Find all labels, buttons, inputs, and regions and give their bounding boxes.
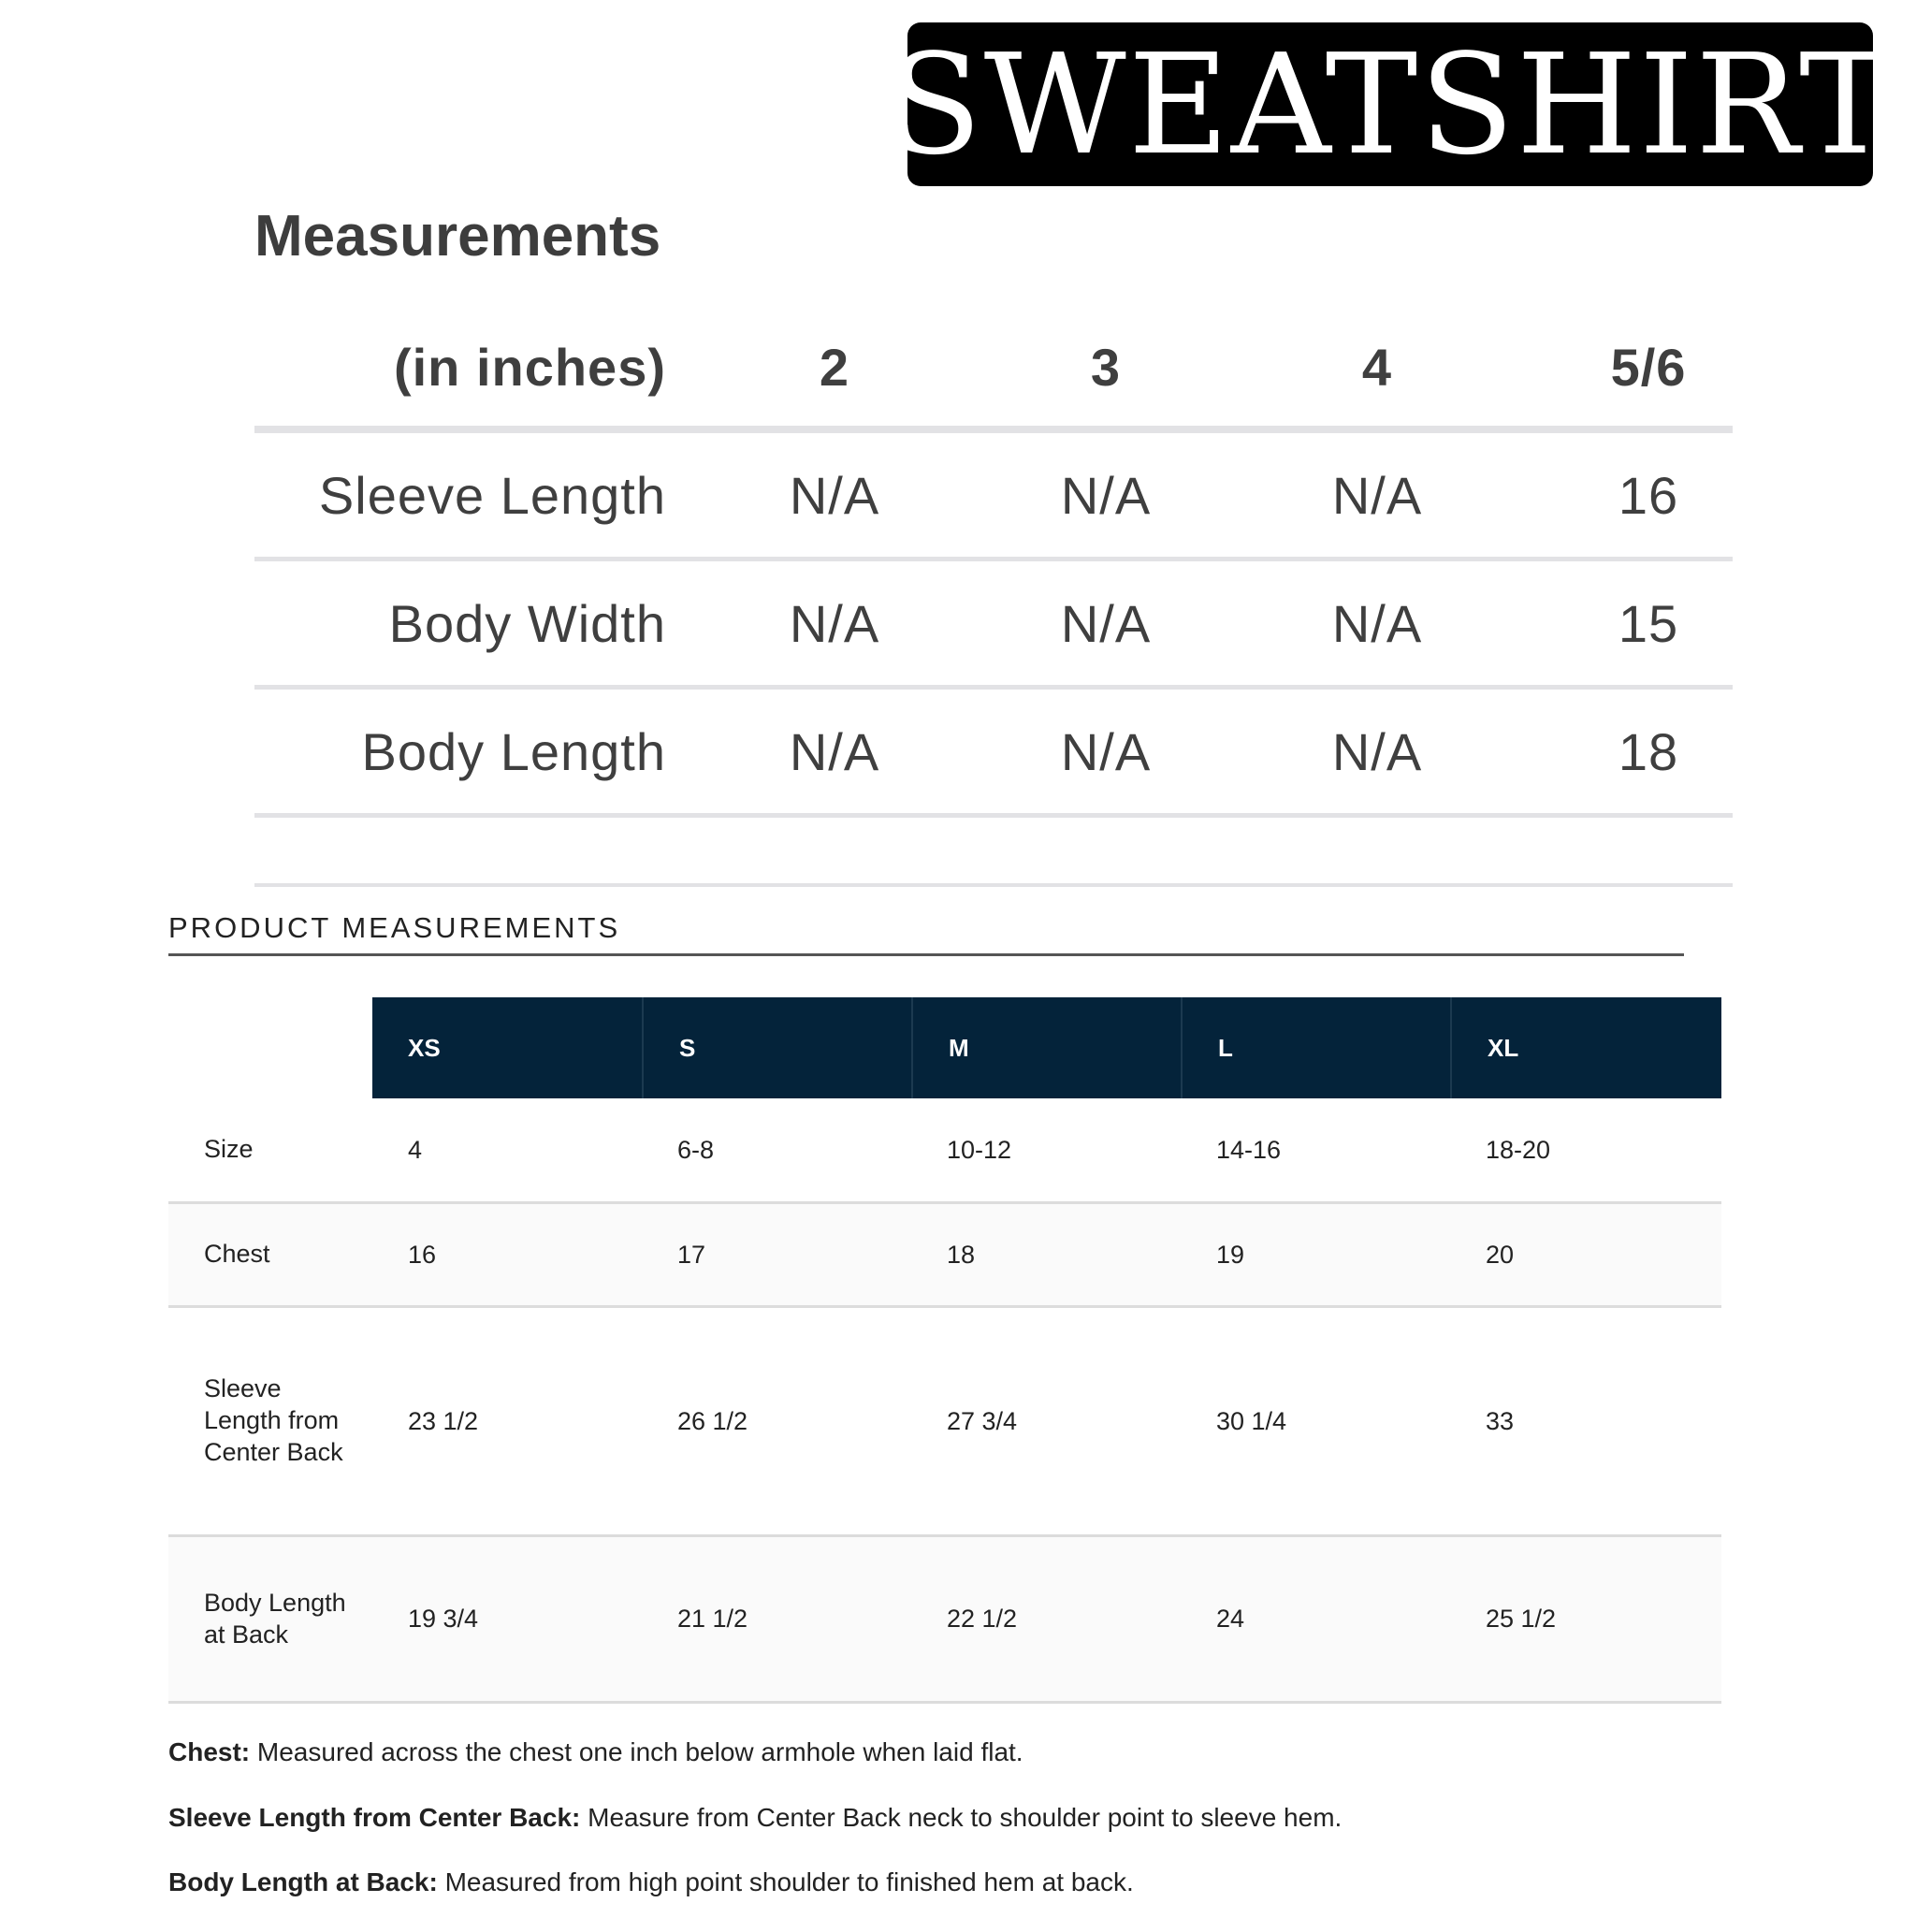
- size-header-5-6: 5/6: [1610, 338, 1687, 397]
- size-header-row: [168, 997, 1721, 1098]
- table-cell: 16: [408, 1240, 437, 1269]
- table-cell: N/A: [1060, 721, 1152, 781]
- table-cell: 17: [677, 1240, 706, 1269]
- size-header-m: M: [911, 997, 1181, 1098]
- size-header-4: 4: [1361, 338, 1393, 397]
- table-row: [168, 1308, 1721, 1537]
- table-cell: 26 1/2: [677, 1406, 748, 1435]
- table-cell: N/A: [1331, 593, 1423, 653]
- kids-table-header-row: [254, 309, 1733, 433]
- table-row: [254, 433, 1733, 561]
- note-term: Sleeve Length from Center Back:: [168, 1802, 581, 1832]
- table-cell: 15: [1618, 593, 1679, 653]
- unit-header: (in inches): [393, 338, 666, 397]
- table-cell: 30 1/4: [1216, 1406, 1287, 1435]
- row-label: Body Length: [361, 721, 666, 781]
- row-label: Sleeve Length: [318, 465, 666, 525]
- table-cell: 20: [1486, 1240, 1515, 1269]
- table-cell: 14-16: [1216, 1135, 1282, 1164]
- table-cell: N/A: [1331, 465, 1423, 525]
- table-cell: N/A: [789, 721, 880, 781]
- kids-size-table: [254, 309, 1733, 887]
- note-sleeve-length: [168, 1802, 1759, 1834]
- size-header-l: L: [1181, 997, 1450, 1098]
- table-cell: 19: [1216, 1240, 1245, 1269]
- table-row: [254, 690, 1733, 818]
- size-header-s: S: [642, 997, 911, 1098]
- table-cell: N/A: [1060, 593, 1152, 653]
- size-header-3: 3: [1090, 338, 1122, 397]
- table-cell: 18: [1618, 721, 1679, 781]
- row-label: Chest: [204, 1240, 270, 1269]
- table-cell: N/A: [789, 465, 880, 525]
- table-cell: 33: [1486, 1406, 1515, 1435]
- note-term: Body Length at Back:: [168, 1867, 438, 1897]
- table-cell: 25 1/2: [1486, 1605, 1557, 1633]
- note-chest: [168, 1736, 1759, 1768]
- note-body-length: [168, 1867, 1759, 1898]
- table-cell: 19 3/4: [408, 1605, 479, 1633]
- note-term: Chest:: [168, 1737, 251, 1766]
- table-row: [168, 1098, 1721, 1204]
- table-cell: 6-8: [677, 1135, 715, 1164]
- title-banner: [887, 22, 1894, 186]
- table-cell: 23 1/2: [408, 1406, 479, 1435]
- table-cell: 16: [1618, 465, 1679, 525]
- table-row: [168, 1537, 1721, 1704]
- table-cell: 4: [408, 1135, 423, 1164]
- table-cell: 18: [947, 1240, 976, 1269]
- table-cell: N/A: [1060, 465, 1152, 525]
- row-label: Size: [204, 1135, 254, 1164]
- product-measurements-title: PRODUCT MEASUREMENTS: [168, 913, 1684, 956]
- table-row: [254, 561, 1733, 690]
- measurements-title: Measurements: [254, 204, 661, 269]
- row-label: Body Width: [388, 593, 666, 653]
- table-cell: N/A: [789, 593, 880, 653]
- size-header-xl: XL: [1450, 997, 1721, 1098]
- note-text: Measured from high point shoulder to finished hem at back.: [437, 1867, 1134, 1897]
- row-label: Sleeve Length from Center Back: [204, 1374, 343, 1466]
- measurement-notes: [168, 1736, 1759, 1932]
- table-cell: 10-12: [947, 1135, 1012, 1164]
- table-cell: 21 1/2: [677, 1605, 748, 1633]
- note-text: Measured across the chest one inch below armhole when laid flat.: [250, 1737, 1023, 1766]
- table-cell: 27 3/4: [947, 1406, 1018, 1435]
- empty-row-divider: [254, 818, 1733, 887]
- note-text: Measure from Center Back neck to shoulder point to sleeve hem.: [580, 1802, 1343, 1832]
- row-label: Body Length at Back: [204, 1588, 346, 1649]
- size-header-2: 2: [819, 338, 850, 397]
- banner-title: SWEATSHIRT: [887, 23, 1894, 185]
- table-cell: 18-20: [1486, 1135, 1551, 1164]
- table-row: [168, 1204, 1721, 1308]
- product-measurements-table: [168, 997, 1721, 1704]
- table-cell: 22 1/2: [947, 1605, 1018, 1633]
- table-cell: 24: [1216, 1605, 1245, 1633]
- size-header-xs: XS: [408, 1033, 441, 1062]
- table-cell: N/A: [1331, 721, 1423, 781]
